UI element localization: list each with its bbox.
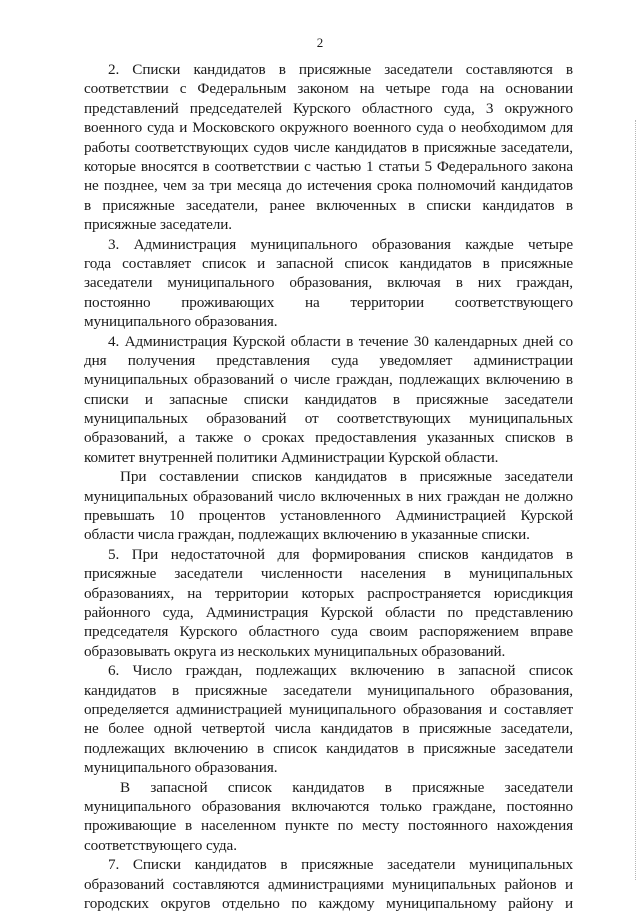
text-line: области числа граждан, подлежащих включению в указанные списки.: [84, 526, 530, 544]
text-line: комитет внутренней политики Администрации Курской области.: [84, 448, 499, 466]
text-line: в присяжные заседатели, ранее включенных в списки кандидатов в: [84, 196, 573, 214]
text-line: В запасной список кандидатов в присяжные заседатели: [120, 778, 573, 796]
text-line: кандидатов в присяжные заседатели муниципального образования,: [84, 681, 573, 699]
paragraph-2: [84, 60, 573, 235]
text-line: определяется администрацией муниципального образования и составляет: [84, 700, 573, 718]
text-line: соответствии с Федеральным законом на четыре года на основании: [84, 80, 573, 98]
text-line: года составляет список и запасной список кандидатов в присяжные: [84, 254, 573, 272]
paragraph-3: [84, 235, 573, 332]
page-number: 2: [316, 35, 324, 50]
text-line: 6. Число граждан, подлежащих включению в запасной список: [108, 662, 573, 680]
text-line: районного суда, Администрация Курской области по представлению: [84, 604, 573, 621]
text-line: образований, а также о сроках предоставления указанных списков в: [84, 429, 573, 447]
text-line: подлежащих включению в список кандидатов в присяжные заседатели: [84, 739, 573, 757]
text-line: 4. Администрация Курской области в течение 30 календарных дней со: [108, 332, 573, 350]
text-line: присяжные заседатели численности населения в муниципальных: [84, 565, 573, 583]
paragraph-6: [84, 661, 573, 777]
text-line: образований составляются администрациями муниципальных районов и: [84, 875, 573, 893]
paragraph-7: [84, 855, 573, 913]
text-line: муниципальных образований число включенных в них граждан не должно: [84, 487, 573, 505]
text-line: муниципальных образований о числе граждан, подлежащих включению в: [84, 371, 573, 389]
text-line: образовывать округа из нескольких муниципальных образований.: [84, 642, 506, 660]
text-line: образованиях, на территории которых распространяется юрисдикция: [84, 584, 573, 602]
text-line: При составлении списков кандидатов в присяжные заседатели: [120, 468, 573, 486]
text-line: не позднее, чем за три месяца до истечения срока полномочий кандидатов: [84, 177, 573, 195]
text-line: муниципальных образований от соответствующих муниципальных: [84, 410, 573, 428]
text-line: соответствующего суда.: [84, 836, 237, 854]
text-line: присяжные заседатели.: [84, 216, 233, 234]
text-line: проживающие в населенном пункте по месту постоянного нахождения: [84, 817, 573, 835]
scan-edge-mark: [634, 120, 636, 880]
text-line: 3. Администрация муниципального образования каждые четыре: [108, 235, 573, 253]
text-line: списки и запасные списки кандидатов в присяжные заседатели: [84, 390, 573, 408]
text-line: постоянно проживающих на территории соответствующего: [84, 293, 573, 311]
paragraph-4: [84, 332, 573, 468]
text-line: заседатели муниципального образования, включая в них граждан,: [84, 274, 573, 292]
document-body: [84, 60, 573, 913]
text-line: 5. При недостаточной для формирования списков кандидатов в: [108, 545, 573, 563]
text-line: 2. Списки кандидатов в присяжные заседатели составляются в: [108, 61, 573, 78]
text-line: работы соответствующих судов числе кандидатов в присяжные заседатели,: [84, 138, 573, 156]
text-line: муниципального образования включаются только граждане, постоянно: [84, 797, 573, 815]
text-line: городских округов отдельно по каждому муниципальному району и: [84, 894, 573, 912]
text-line: которые вносятся в соответствии с частью 1 статьи 5 Федерального закона: [84, 157, 573, 175]
paragraph-4-continuation: [84, 467, 573, 545]
text-line: муниципального образования.: [84, 313, 278, 331]
text-line: дня получения представления суда уведомляет администрации: [84, 351, 573, 369]
paragraph-6-continuation: [84, 778, 573, 856]
text-line: превышать 10 процентов установленного Администрацией Курской: [84, 507, 573, 525]
text-line: военного суда и Московского окружного военного суда о необходимом для: [84, 119, 573, 137]
text-line: представлений председателей Курского областного суда, 3 окружного: [84, 99, 573, 117]
text-line: муниципального образования.: [84, 759, 278, 777]
text-line: председателя Курского областного суда своим распоряжением вправе: [84, 623, 573, 641]
paragraph-5: [84, 545, 573, 661]
text-line: 7. Списки кандидатов в присяжные заседатели муниципальных: [108, 856, 573, 874]
text-line: не более одной четвертой числа кандидатов в присяжные заседатели,: [84, 720, 573, 738]
